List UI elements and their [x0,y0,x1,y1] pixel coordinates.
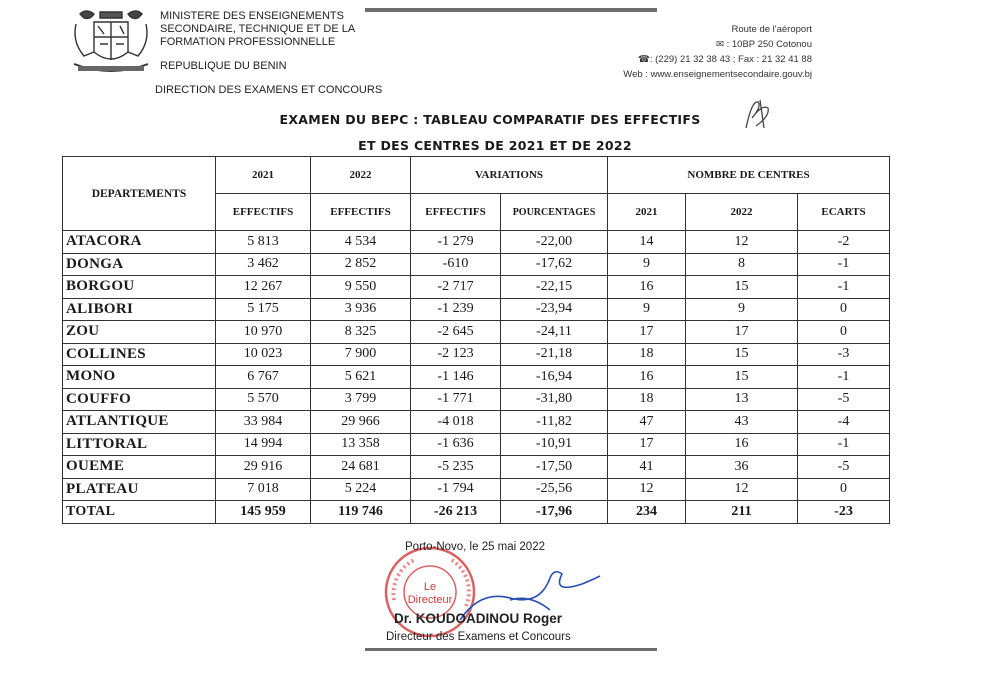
cell-vp: -17,96 [501,501,608,524]
cell-dep: ATLANTIQUE [63,411,216,434]
cell-vp: -22,15 [501,276,608,299]
cell-e22: 3 799 [311,388,411,411]
cell-e21: 10 970 [216,321,311,344]
cell-e22: 5 621 [311,366,411,389]
header-var-effectifs: EFFECTIFS [411,194,501,231]
cell-c21: 47 [608,411,686,434]
cell-vp: -31,80 [501,388,608,411]
top-divider [365,8,657,12]
cell-e22: 7 900 [311,343,411,366]
cell-dep: DONGA [63,253,216,276]
cell-e21: 33 984 [216,411,311,434]
cell-vp: -17,62 [501,253,608,276]
cell-e21: 145 959 [216,501,311,524]
cell-dep: ALIBORI [63,298,216,321]
cell-dep: COLLINES [63,343,216,366]
cell-c22: 17 [686,321,798,344]
cell-e22: 3 936 [311,298,411,321]
header-nombre-centres: NOMBRE DE CENTRES [608,157,890,194]
cell-c22: 36 [686,456,798,479]
table-row [63,388,890,411]
cell-ec: -1 [798,433,890,456]
cell-e22: 13 358 [311,433,411,456]
document-title [0,112,990,127]
cell-c22: 16 [686,433,798,456]
signatory-title: Directeur des Examens et Concours [386,631,571,643]
cell-dep: COUFFO [63,388,216,411]
cell-ve: -1 771 [411,388,501,411]
cell-dep: BORGOU [63,276,216,299]
cell-dep: OUEME [63,456,216,479]
cell-ve: -1 239 [411,298,501,321]
cell-ec: -4 [798,411,890,434]
cell-c21: 12 [608,478,686,501]
cell-dep: MONO [63,366,216,389]
header-centres-2022: 2022 [686,194,798,231]
header-departements: DEPARTEMENTS [63,157,216,231]
cell-ec: 0 [798,298,890,321]
cell-e22: 9 550 [311,276,411,299]
cell-ve: -610 [411,253,501,276]
comparison-table [62,156,890,524]
cell-c22: 12 [686,231,798,254]
ministry-name [160,10,355,49]
cell-ec: 0 [798,321,890,344]
republic-label: REPUBLIQUE DU BENIN [160,60,287,72]
cell-ve: -5 235 [411,456,501,479]
ministry-line: SECONDAIRE, TECHNIQUE ET DE LA [160,23,356,35]
cell-ec: -23 [798,501,890,524]
ministry-line: MINISTERE DES ENSEIGNEMENTS [160,10,344,22]
cell-c21: 41 [608,456,686,479]
cell-e21: 7 018 [216,478,311,501]
cell-ec: -1 [798,366,890,389]
cell-e22: 29 966 [311,411,411,434]
cell-ve: -1 636 [411,433,501,456]
cell-ve: -1 146 [411,366,501,389]
cell-e22: 4 534 [311,231,411,254]
cell-c22: 43 [686,411,798,434]
cell-c21: 9 [608,298,686,321]
signatory-name: Dr. KOUDOADINOU Roger [394,611,563,626]
cell-ve: -26 213 [411,501,501,524]
ministry-line: FORMATION PROFESSIONNELLE [160,36,336,48]
cell-ec: -5 [798,456,890,479]
stamp-text: Le Directeur [407,581,453,606]
cell-vp: -10,91 [501,433,608,456]
table-row [63,433,890,456]
table-row [63,343,890,366]
cell-ve: -1 279 [411,231,501,254]
header-centres-2021: 2021 [608,194,686,231]
cell-c21: 17 [608,321,686,344]
cell-c22: 211 [686,501,798,524]
cell-c22: 13 [686,388,798,411]
cell-dep: ZOU [63,321,216,344]
cell-e22: 119 746 [311,501,411,524]
cell-c21: 234 [608,501,686,524]
cell-e21: 5 570 [216,388,311,411]
cell-e21: 29 916 [216,456,311,479]
table-row [63,366,890,389]
bottom-divider [365,648,657,651]
header-variations: VARIATIONS [411,157,608,194]
cell-e22: 8 325 [311,321,411,344]
cell-c21: 16 [608,276,686,299]
place-and-date: Porto-Novo, le 25 mai 2022 [405,541,545,553]
table-row [63,411,890,434]
cell-e22: 24 681 [311,456,411,479]
direction-label: DIRECTION DES EXAMENS ET CONCOURS [155,84,383,96]
cell-e21: 6 767 [216,366,311,389]
cell-dep: ATACORA [63,231,216,254]
cell-ve: -4 018 [411,411,501,434]
cell-c21: 18 [608,343,686,366]
cell-e21: 5 175 [216,298,311,321]
cell-ve: -2 717 [411,276,501,299]
cell-vp: -11,82 [501,411,608,434]
cell-ec: -2 [798,231,890,254]
cell-vp: -21,18 [501,343,608,366]
document-subtitle: ET DES CENTRES DE 2021 ET DE 2022 [358,138,632,153]
cell-ec: -3 [798,343,890,366]
cell-c22: 12 [686,478,798,501]
cell-vp: -16,94 [501,366,608,389]
table-row [63,298,890,321]
contact-bp: ✉ : 10BP 250 Cotonou [716,39,812,50]
cell-ec: -1 [798,276,890,299]
cell-e22: 5 224 [311,478,411,501]
cell-vp: -25,56 [501,478,608,501]
cell-ec: 0 [798,478,890,501]
cell-ve: -2 645 [411,321,501,344]
contact-phone: ☎: (229) 21 32 38 43 ; Fax : 21 32 41 88 [638,54,812,65]
cell-c22: 15 [686,343,798,366]
table-row [63,321,890,344]
cell-c21: 18 [608,388,686,411]
cell-e21: 12 267 [216,276,311,299]
cell-e21: 10 023 [216,343,311,366]
header-var-pourcentages: POURCENTAGES [501,194,608,231]
table-row [63,456,890,479]
cell-e21: 3 462 [216,253,311,276]
contact-web: Web : www.enseignementsecondaire.gouv.bj [623,69,812,80]
header-ecarts: ECARTS [798,194,890,231]
total-row [63,501,890,524]
cell-c22: 8 [686,253,798,276]
cell-dep: LITTORAL [63,433,216,456]
title-line-1: EXAMEN DU BEPC : TABLEAU COMPARATIF DES EFFECTIFS [279,112,701,127]
cell-e21: 14 994 [216,433,311,456]
cell-vp: -24,11 [501,321,608,344]
cell-ve: -2 123 [411,343,501,366]
cell-c21: 14 [608,231,686,254]
table-row [63,276,890,299]
cell-ec: -1 [798,253,890,276]
contact-address: Route de l'aéroport [731,24,812,35]
cell-vp: -23,94 [501,298,608,321]
cell-ve: -1 794 [411,478,501,501]
header-effectifs-2022: EFFECTIFS [311,194,411,231]
cell-vp: -17,50 [501,456,608,479]
cell-c22: 9 [686,298,798,321]
contact-block [623,22,812,82]
cell-dep: TOTAL [63,501,216,524]
cell-vp: -22,00 [501,231,608,254]
cell-c21: 9 [608,253,686,276]
benin-coat-of-arms-logo [70,6,152,74]
table-row [63,478,890,501]
cell-e22: 2 852 [311,253,411,276]
cell-c21: 16 [608,366,686,389]
header-year-2022: 2022 [311,157,411,194]
cell-e21: 5 813 [216,231,311,254]
table-row [63,253,890,276]
cell-ec: -5 [798,388,890,411]
table-row [63,231,890,254]
cell-c22: 15 [686,276,798,299]
cell-dep: PLATEAU [63,478,216,501]
header-year-2021: 2021 [216,157,311,194]
cell-c21: 17 [608,433,686,456]
cell-c22: 15 [686,366,798,389]
header-effectifs-2021: EFFECTIFS [216,194,311,231]
handwritten-mark [738,94,778,134]
